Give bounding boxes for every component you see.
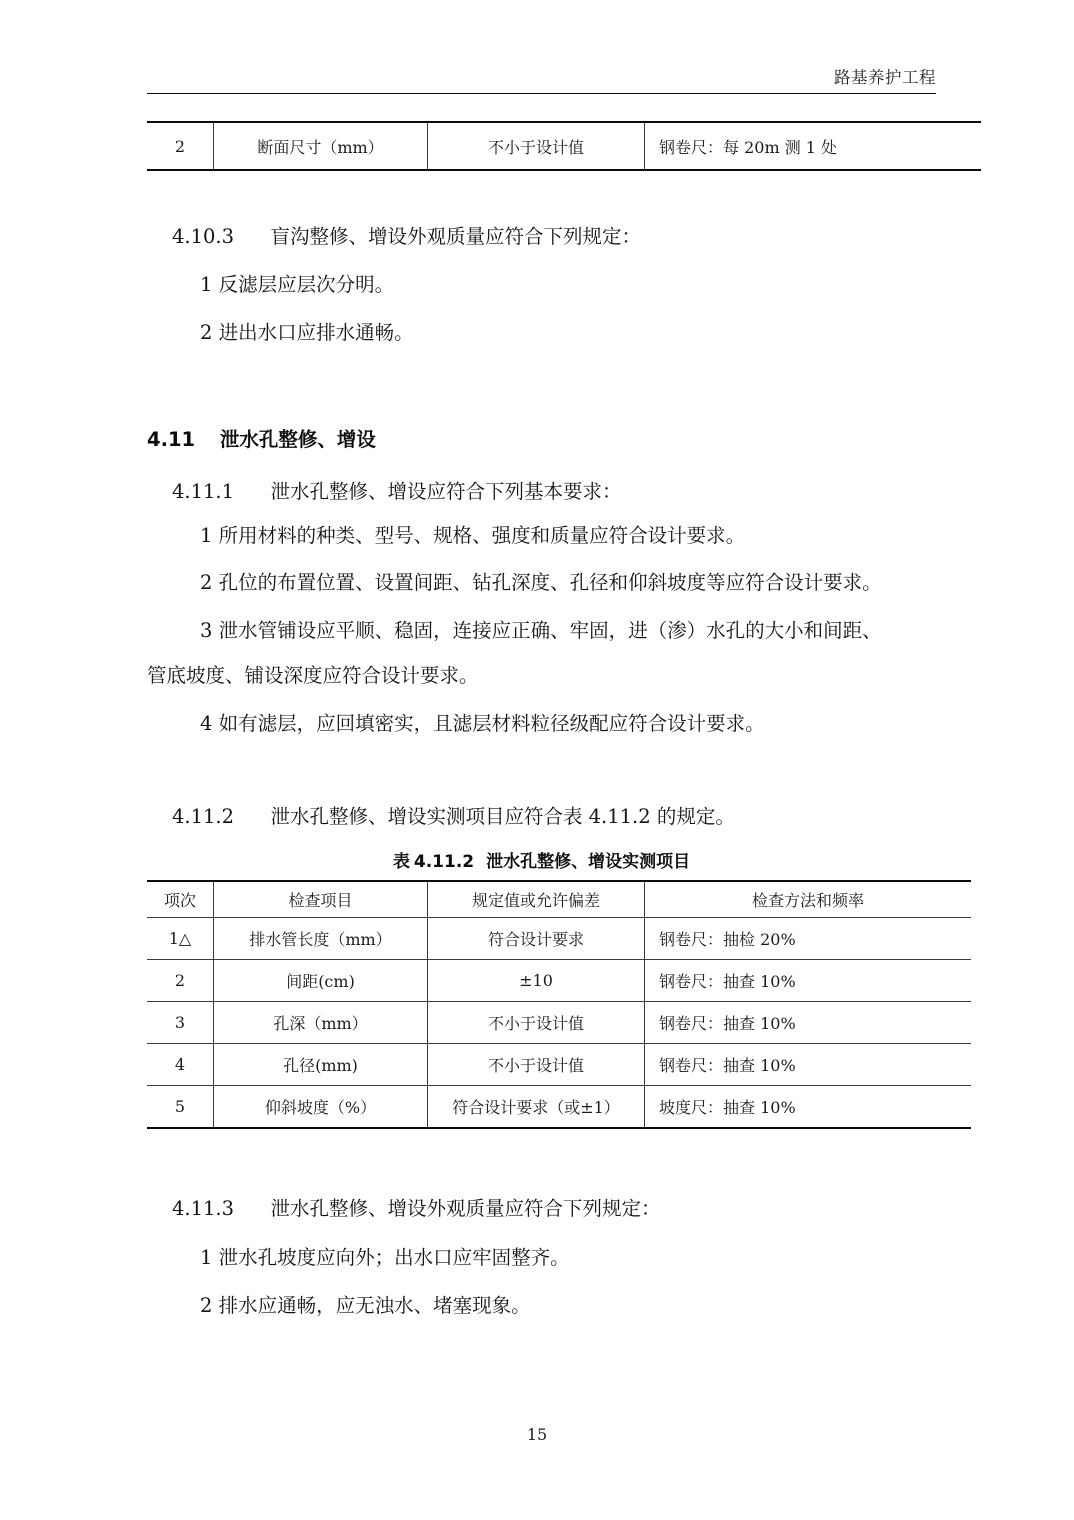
cell-spec-value: ±10: [428, 960, 645, 1002]
heading-number: 4.11: [147, 428, 196, 451]
cell-item-no: 2: [147, 122, 214, 170]
list-item: 2 进出水口应排水通畅。: [200, 321, 414, 344]
column-header-item-no: 项次: [147, 881, 214, 918]
cell-method-frequency: 钢卷尺：抽查 10%: [645, 1002, 972, 1044]
cell-item-no: 5: [147, 1086, 214, 1129]
clause-number: 4.11.1: [172, 480, 235, 503]
cell-method-frequency: 钢卷尺：每 20m 测 1 处: [645, 122, 982, 170]
list-item: 1 反滤层应层次分明。: [200, 273, 395, 296]
list-item: 1 泄水孔坡度应向外；出水口应牢固整齐。: [200, 1246, 570, 1269]
table-row: [147, 1002, 971, 1044]
clause-4-11-1: [172, 477, 621, 506]
cell-spec-value: 符合设计要求（或±1）: [428, 1086, 645, 1129]
cell-inspection-item: 间距(cm): [214, 960, 428, 1002]
column-header-inspection-item: 检查项目: [214, 881, 428, 918]
clause-4-10-3: [172, 222, 641, 251]
cell-method-frequency: 坡度尺：抽查 10%: [645, 1086, 972, 1129]
table-row: [147, 960, 971, 1002]
running-header-title: 路基养护工程: [834, 68, 936, 87]
cell-inspection-item: 孔深（mm）: [214, 1002, 428, 1044]
clause-text: 泄水孔整修、增设应符合下列基本要求：: [270, 480, 622, 503]
cell-inspection-item: 孔径(mm): [214, 1044, 428, 1086]
cell-item-no: 2: [147, 960, 214, 1002]
table-row: [147, 122, 981, 170]
cell-item-no: 1△: [147, 918, 214, 960]
cell-item-no: 4: [147, 1044, 214, 1086]
cell-method-frequency: 钢卷尺：抽查 10%: [645, 1044, 972, 1086]
page-header: [147, 68, 936, 94]
cell-inspection-item: 排水管长度（mm）: [214, 918, 428, 960]
clause-4-11-2: [172, 802, 735, 831]
table-row: [147, 1086, 971, 1129]
column-header-spec-value: 规定值或允许偏差: [428, 881, 645, 918]
clause-number: 4.10.3: [172, 225, 235, 248]
heading-title: 泄水孔整修、增设: [219, 428, 376, 451]
list-item: 2 排水应通畅，应无浊水、堵塞现象。: [200, 1294, 531, 1317]
cell-inspection-item: 断面尺寸（mm）: [214, 122, 428, 170]
cell-spec-value: 不小于设计值: [428, 1044, 645, 1086]
list-item: 3 泄水管铺设应平顺、稳固，连接应正确、牢固，进（渗）水孔的大小和间距、: [200, 619, 882, 642]
cell-method-frequency: 钢卷尺：抽检 20%: [645, 918, 972, 960]
continued-table: [147, 121, 981, 171]
list-item: 4 如有滤层，应回填密实，且滤层材料粒径级配应符合设计要求。: [200, 712, 765, 735]
table-caption: [147, 847, 936, 872]
page-number: 15: [526, 1425, 548, 1444]
caption-label: 表: [392, 852, 410, 872]
cell-method-frequency: 钢卷尺：抽查 10%: [645, 960, 972, 1002]
caption-number: 4.11.2: [413, 852, 475, 872]
cell-inspection-item: 仰斜坡度（%）: [214, 1086, 428, 1129]
clause-text: 泄水孔整修、增设实测项目应符合表 4.11.2 的规定。: [270, 805, 735, 828]
list-item: 2 孔位的布置位置、设置间距、钻孔深度、孔径和仰斜坡度等应符合设计要求。: [200, 571, 882, 594]
header-rule: [147, 93, 936, 94]
clause-number: 4.11.3: [172, 1197, 235, 1220]
cell-spec-value: 符合设计要求: [428, 918, 645, 960]
clause-text: 盲沟整修、增设外观质量应符合下列规定：: [270, 225, 641, 248]
cell-spec-value: 不小于设计值: [428, 122, 645, 170]
caption-title: 泄水孔整修、增设实测项目: [486, 852, 691, 872]
measurement-items-table: [147, 880, 971, 1129]
clause-text: 泄水孔整修、增设外观质量应符合下列规定：: [270, 1197, 661, 1220]
cell-spec-value: 不小于设计值: [428, 1002, 645, 1044]
clause-number: 4.11.2: [172, 805, 235, 828]
list-item-continuation: 管底坡度、铺设深度应符合设计要求。: [147, 664, 479, 687]
table-row: [147, 918, 971, 960]
table-header-row: [147, 881, 971, 918]
column-header-method-frequency: 检查方法和频率: [645, 881, 972, 918]
clause-4-11-3: [172, 1194, 660, 1223]
section-heading-4-11: [147, 424, 376, 452]
list-item: 1 所用材料的种类、型号、规格、强度和质量应符合设计要求。: [200, 524, 746, 547]
cell-item-no: 3: [147, 1002, 214, 1044]
table-row: [147, 1044, 971, 1086]
